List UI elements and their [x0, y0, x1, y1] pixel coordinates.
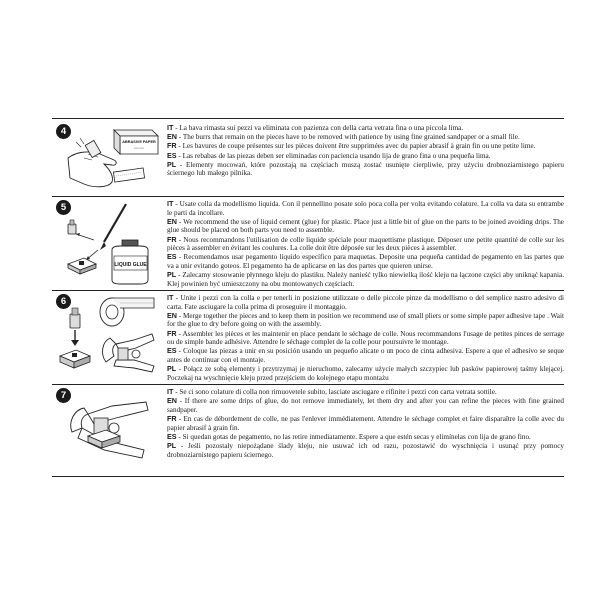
paragraph-es: ES - Recomendamos usar pegamento líquido específico para maquetas. Deposite una pequeña cantidad de pegamento en las partes que va a unir evitando goteos. El pegamento ha de aplicarse en las dos partes que quieren unirse. [167, 252, 564, 270]
step-number-badge: 5 [56, 200, 71, 215]
step-number-badge: 7 [56, 388, 71, 403]
clamped-parts-illustration [54, 388, 166, 472]
paragraph-fr: FR - Les bavures de coupe présentes sur les pièces doivent être supprimées avec du papier abrasif à grain fin ou une petite lime. [167, 141, 536, 151]
step-7-illustration [54, 388, 166, 477]
assembly-illustration [54, 294, 166, 380]
step-number-badge: 6 [56, 294, 71, 309]
step-7-text [167, 388, 564, 460]
step-5 [54, 200, 564, 288]
step-5-text [167, 200, 564, 289]
base-part-icon [68, 258, 96, 274]
paragraph-fr: FR - Nous recommandons l'utilisation de colle liquide spéciale pour maquettisme plastique. Déposer une petite quantité de colle sur les pièces à assembler en évitant les coulures. La colle doit être déposée sur les deux pièces à assembler. [167, 234, 565, 253]
divider-line [52, 118, 564, 119]
paragraph-pl: PL - Połącz ze sobą elementy i przytrzymaj je nieruchomo, zalecamy użycie małych szczypiec lub pasków papierowej taśmy klejącej. Poczekaj na wyschnięcie kleju przed przejściem do kolejnego etapu montażu [167, 364, 565, 382]
liquid-glue-label: LIQUID GLUE [114, 262, 147, 268]
step-number-badge: 4 [56, 124, 71, 139]
abrasive-paper-label: ABRASIVE PAPER [122, 140, 156, 144]
paragraph-en: EN - We recommend the use of liquid cement (glue) for plastic. Place just a little bit of glue on the parts to be joined avoiding drips. The glue should be placed on both parts you need to assemble. [167, 216, 564, 235]
clamp-icon [103, 334, 154, 372]
paragraph-fr: FR - Assembler les pièces et les maintenir en place pendant le séchage de colle. Nous recommandons l'usage de petites pinces de serrage ou de simple bande adhésive. Attendre le séchage complet de la colle pour poursuivre le montage. [167, 328, 565, 347]
step-5-illustration [54, 200, 166, 291]
paragraph-es: ES - Si quedan gotas de pegamento, no las retire inmediatamente. Espere a que estén secas y elimínelas con lija de grano fino. [167, 431, 531, 441]
step-4-illustration [54, 124, 166, 197]
abrasive-paper-label-2: ▭▭▭ [133, 146, 145, 150]
paragraph-fr: FR - En cas de débordement de colle, ne pas l'enlever immédiatement. Attendre le séchage complet et faire disparaître la colle avec du papier abrasif à grain fin. [167, 413, 565, 432]
step-6-text [167, 294, 564, 383]
step-4-text [167, 124, 564, 179]
down-arrow-icon [71, 330, 79, 346]
step-6-illustration [54, 294, 166, 385]
paragraph-pl: PL - Elementy mocowań, które pozostają na częściach muszą zostać usunięte cierpliwie, przy użyciu drobnoziarnistego papieru ściernego lub małego pilnika. [167, 159, 564, 178]
paragraph-it: IT - Se ci sono colature di colla non rimuovetele subito, lasciate asciugare e rifinite i pezzi con carta vetrata sottile. [167, 387, 497, 396]
abrasive-sheet-icon [113, 168, 144, 182]
clamp-icon [71, 402, 148, 458]
paragraph-es: ES - Las rebabas de las piezas deben ser eliminadas con paciencia usando lija de grano fina o una pequeña lima. [167, 150, 491, 160]
paragraph-pl: PL - Jeśli pozostały niepożądane ślady kleju, nie usuwać ich od razu, pozostawić do wyschnięcia i usunąć przy pomocy drobnoziarnistego papieru ściernego. [167, 440, 565, 459]
arrow-icon [76, 233, 98, 260]
step-7 [54, 388, 564, 474]
paragraph-it: IT - La bava rimasta sui pezzi va eliminata con pazienza con della carta vetrata fina o una piccola lima. [167, 123, 464, 132]
paragraph-it: IT - Unite i pezzi con la colla e per tenerli in posizione utilizzate o delle piccole pinze da modellismo o del semplice nastro adesivo di carta. Fate asciugare la colla prima di proseguire il montaggio. [167, 293, 565, 311]
sanding-illustration [54, 124, 166, 192]
paragraph-en: EN - Merge together the pieces and to keep them in position we recommend use of small pliers or some simple paper adhesive tape . Wait for the glue to dry before going on with the assembly. [167, 310, 564, 329]
paragraph-it: IT - Usate colla da modellismo liquida. Con il pennellino posate solo poca colla per volta evitando colature. La colla va data su entrambe le parti da incollare. [167, 199, 565, 217]
tape-roll-icon [100, 298, 154, 326]
gluing-illustration [54, 200, 166, 286]
base-part-icon [60, 350, 90, 368]
step-4 [54, 124, 564, 194]
liquid-glue-bottle-icon [112, 240, 148, 284]
paragraph-en: EN - If there are some drips of glue, do not remove immediately, let them dry and after you can refine the pieces with fine grained sandpaper. [167, 396, 565, 414]
paragraph-en: EN - The burrs that remain on the pieces have to be removed with patience by using fine grained sandpaper or a small file. [167, 132, 520, 142]
paragraph-pl: PL - Zalecamy stosowanie płynnego kleju do plastiku. Należy nanieść tylko niewielką ilość kleju na łączone części aby uniknąć kapania. Klej powinien być umieszczony na obu montowanych częściach. [167, 270, 565, 288]
small-part-icon [70, 308, 80, 328]
abrasive-paper-box-icon [114, 130, 158, 154]
paragraph-es: ES - Coloque las piezas a unir en su posición usando un pequeño alicate o un poco de cinta adhesiva. Espere a que el adhesivo se seque antes de continuar con el montaje. [167, 346, 564, 364]
small-part-icon [68, 220, 76, 234]
step-6 [54, 294, 564, 382]
